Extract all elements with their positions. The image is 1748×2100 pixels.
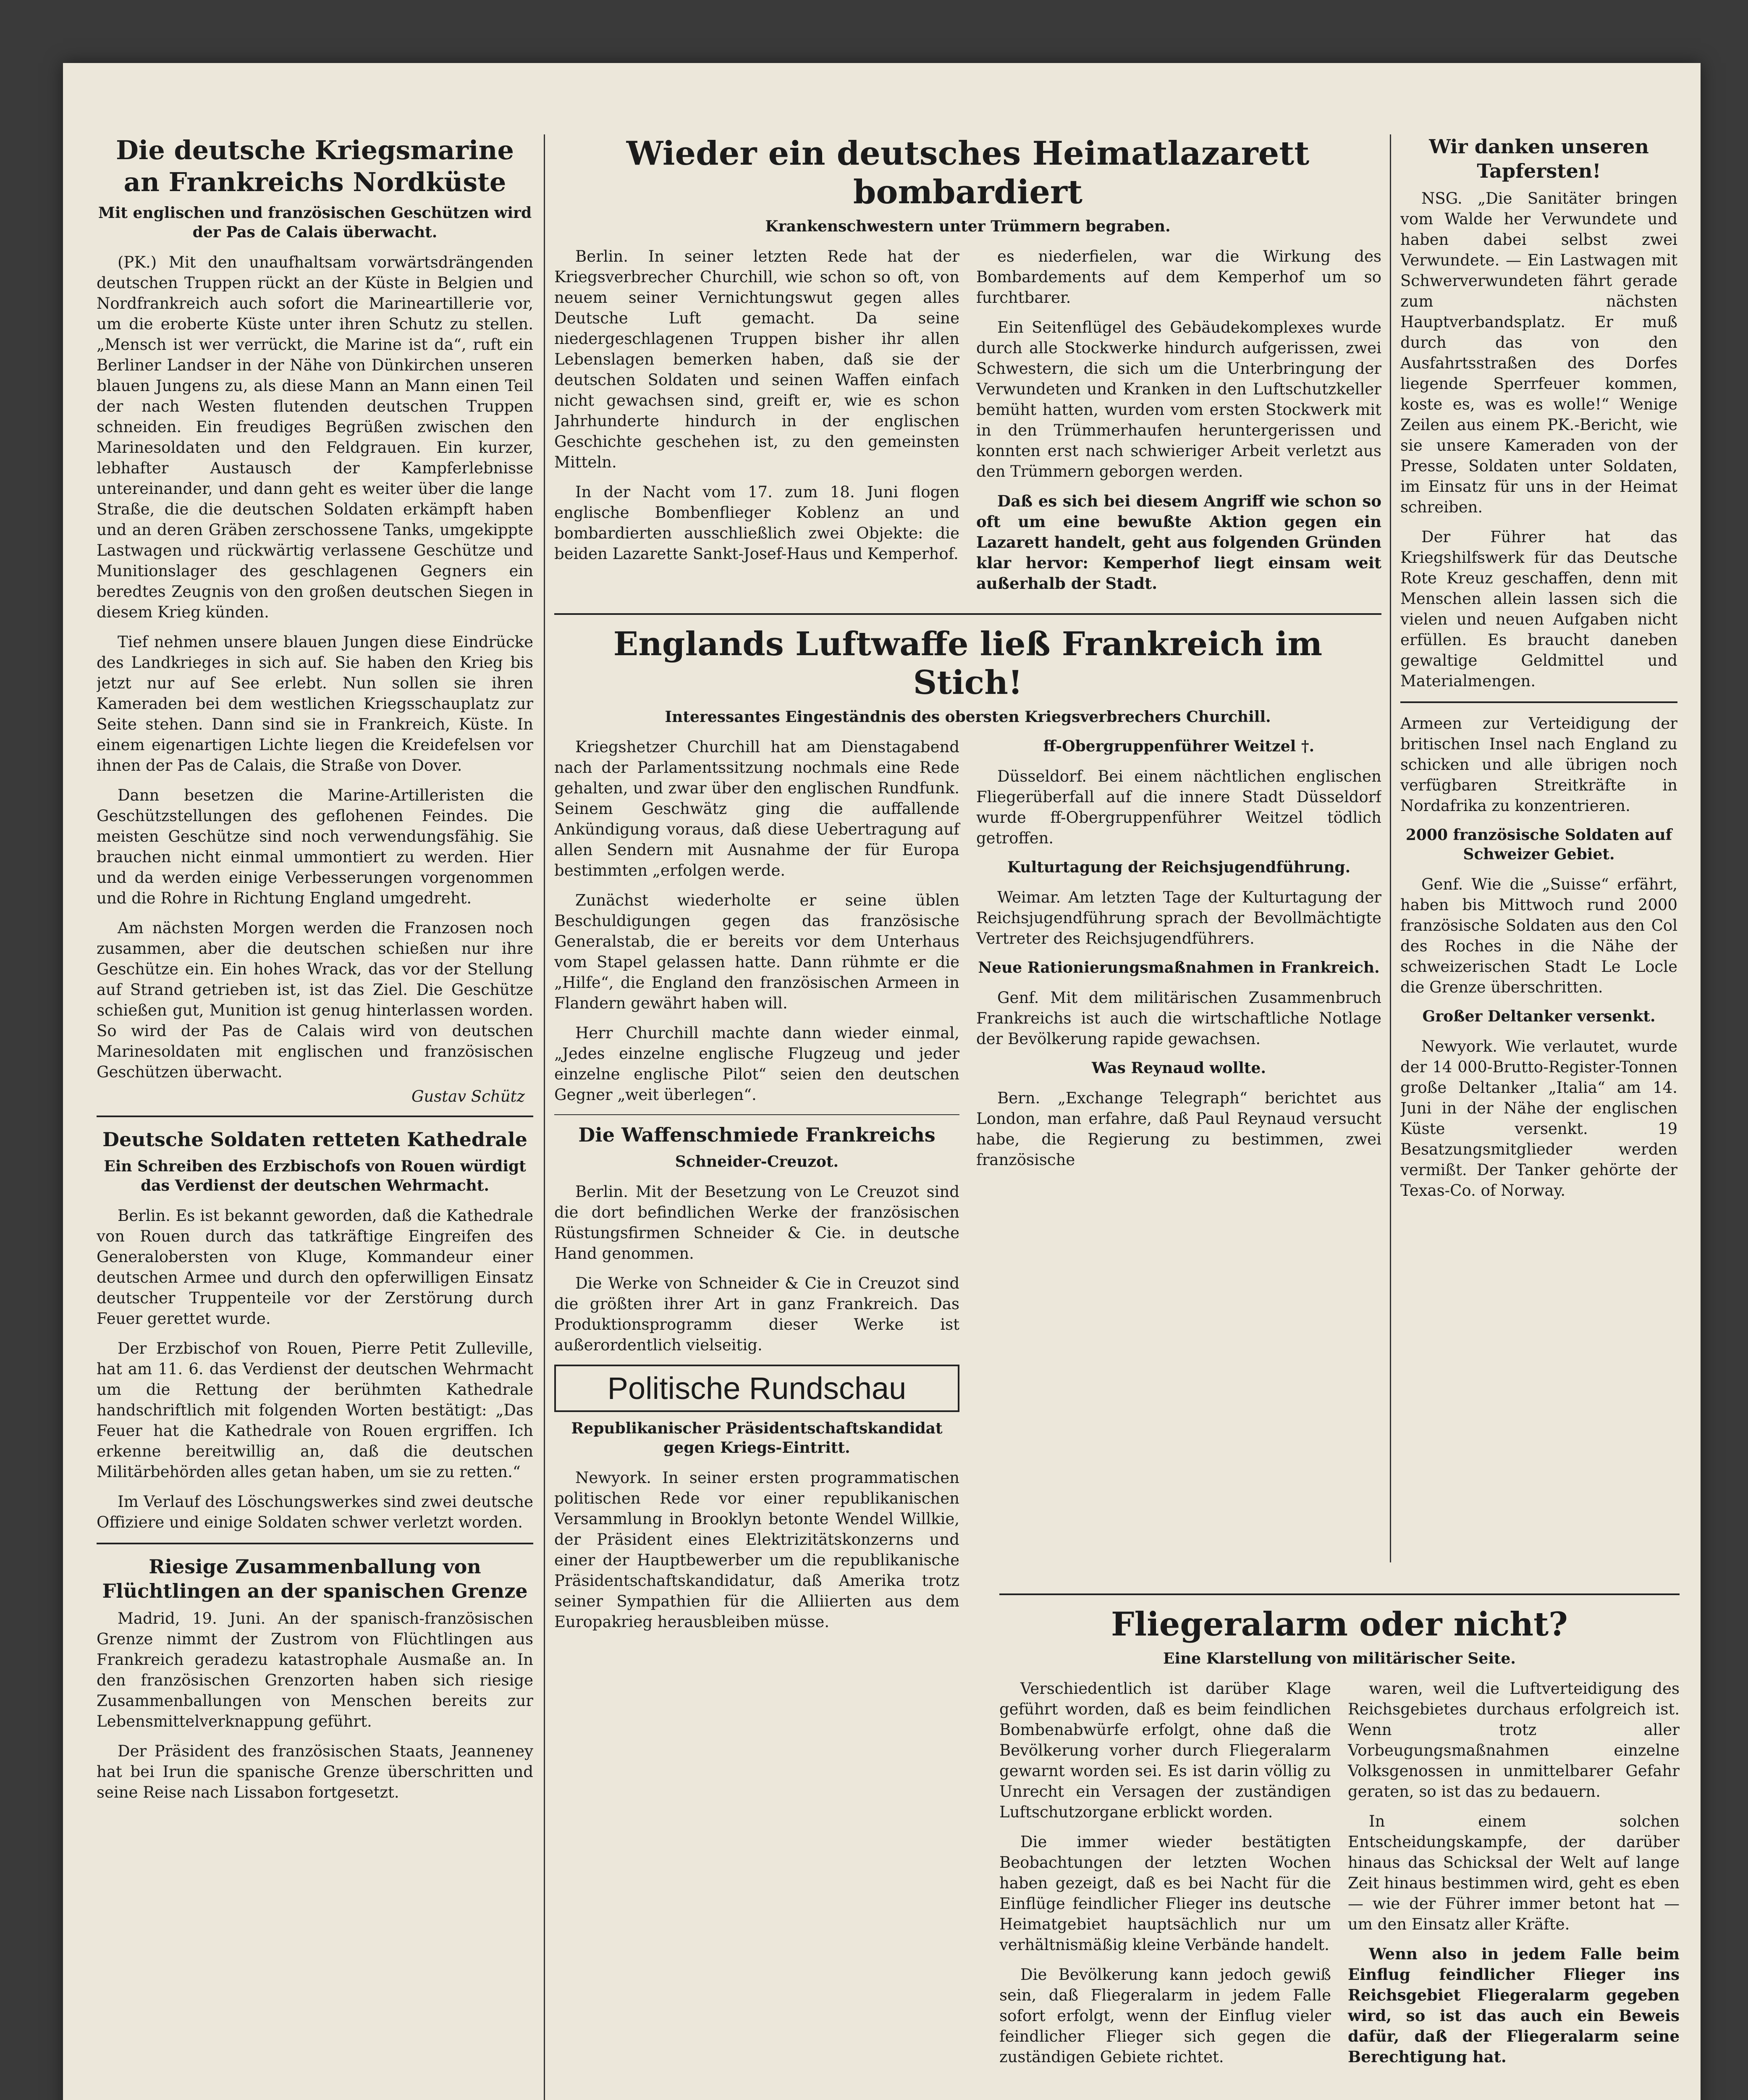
divider: [554, 1114, 959, 1115]
article-paragraph: Berlin. Es ist bekannt geworden, daß die Kathedrale von Rouen durch das tatkräftige Eingreifen des Generalobersten von Kluge, Kommandeur einer deutschen Armee und durch den opferwilligen Einsatz deutscher Truppenteile vor der Zerstörung durch Feuer gerettet wurde.: [97, 1207, 533, 1328]
short-news-title: Großer Deltanker versenkt.: [1422, 1008, 1656, 1025]
short-news-text: Genf. Mit dem militärischen Zusammenbruch Frankreichs ist auch die wirtschaftliche Notlage der Bevölkerung rapide gewachsen.: [976, 989, 1381, 1048]
left-subcolumn: [554, 737, 959, 1641]
article-paragraph: Tief nehmen unsere blauen Jungen diese Eindrücke des Landkrieges in sich auf. Sie haben den Krieg bis jetzt nur auf See erlebt. Nun sollen sie ihren Kameraden bei dem westlichen Kriegsschauplatz zur Seite stehen. Dann sind sie in Frankreich, Küste. In einem eigenartigen Lichte liegen die Kreidefelsen vor ihnen der Pas de Calais, die Straße von Dover.: [97, 633, 533, 774]
two-column-body: [554, 737, 1381, 1641]
divider: [97, 1543, 533, 1544]
article-paragraph: Die Bevölkerung kann jedoch gewiß sein, daß Fliegeralarm in jedem Falle sofort erfolgt, wenn der Einflug vieler feindlicher Flieger sich gegen die zuständigen Gebiete richtet.: [999, 1966, 1331, 2066]
subhead-heimatlazarett: Krankenschwestern unter Trümmern begraben.: [765, 218, 1171, 235]
subhead-waffenschmiede: Schneider-Creuzot.: [675, 1153, 839, 1171]
article-paragraph: es niederfielen, war die Wirkung des Bombardements auf dem Kemperhof um so furchtbarer.: [976, 247, 1381, 307]
article-paragraph: Newyork. In seiner ersten programmatischen politischen Rede vor einer republikanischen Versammlung in Brooklyn betonte Wendel Willkie, der Präsident eines Elektrizitätskonzerns und einer der Hauptbewerber um die republikanische Präsidentschaftskandidatur, daß Amerika trotz seiner Sympathien für die Alliierten aus dem Europakrieg herausbleiben müsse.: [554, 1469, 959, 1631]
article-paragraph: Berlin. In seiner letzten Rede hat der Kriegsverbrecher Churchill, wie schon so oft, von neuem seiner Vernichtungswut gegen alles Deutsche Luft gemacht. Da seine niedergeschlagenen Truppen bisher ihr allen Lebenslagen bemerken haben, daß sie der deutschen Soldaten und seinen Waffen einfach nicht gewachsen sind, greift er, wie es schon Jahrhunderte hindurch in der englischen Geschichte geschehen ist, zu den gemeinsten Mitteln.: [554, 247, 959, 471]
left-subcolumn: [554, 246, 959, 603]
column-rule: [544, 134, 545, 2100]
subhead-fliegeralarm: Eine Klarstellung von militärischer Seite.: [1163, 1650, 1516, 1667]
article-paragraph: Daß es sich bei diesem Angriff wie schon so oft um eine bewußte Aktion gegen ein Lazarett handelt, geht aus folgenden Gründen klar hervor: Kemperhof liegt einsam weit außerhalb der Stadt.: [976, 492, 1381, 593]
article-paragraph: Newyork. Wie verlautet, wurde der 14 000-Brutto-Register-Tonnen große Deltanker „Italia“ am 14. Juni in der Nähe der englischen Küste versenkt. 19 Besatzungsmitglieder werden vermißt. Der Tanker gehörte der Texas-Co. of Norway.: [1400, 1037, 1677, 1200]
left-subcolumn: [999, 1678, 1331, 2076]
headline-kriegsmarine: Die deutsche Kriegsmarine an Frankreichs Nordküste: [116, 135, 514, 197]
right-subcolumn: [976, 246, 1381, 603]
article-paragraph: Dann besetzen die Marine-Artilleristen die Geschützstellungen des geflohenen Feindes. Die meisten Geschütze sind noch verwendungsfähig. Sie brauchen nicht einmal ummontiert zu werden. Hier und da werden einige Verbesserungen vorgenommen und die Rohre in Richtung England umgedreht.: [97, 786, 533, 907]
article-paragraph: Zunächst wiederholte er seine üblen Beschuldigungen gegen das französische Generalstab, die er bereits vor dem Unterhaus vom Stapel gelassen hatte. Dann rühmte er die „Hilfe“, die England den französischen Armeen in Flandern gewährt haben will.: [554, 891, 959, 1012]
divider: [999, 1593, 1680, 1595]
author-signature: Gustav Schütz: [411, 1087, 525, 1105]
article-paragraph: Berlin. Mit der Besetzung von Le Creuzot sind die dort befindlichen Werke der französischen Rüstungsfirmen Schneider & Cie. in deutsche Hand genommen.: [554, 1183, 959, 1263]
right-subcolumn: [976, 737, 1381, 1641]
short-news-title: Kulturtagung der Reichsjugendführung.: [1007, 858, 1351, 876]
article-paragraph: Kriegshetzer Churchill hat am Dienstagabend nach der Parlamentssitzung nochmals eine Rede gehalten, und zwar über den englischen Rundfunk. Seinem Geschwätz ging die auffallende Ankündigung voraus, daß diese Uebertragung auf allen Sendern mit Ausnahme der für Europa bestimmten „erfolgen werde.: [554, 738, 959, 879]
subhead-rundschau: Republikanischer Präsidentschaftskandidat gegen Kriegs-Eintritt.: [571, 1420, 943, 1457]
short-news-title: 2000 französische Soldaten auf Schweizer Gebiet.: [1405, 826, 1672, 863]
subhead-luftwaffe: Interessantes Eingeständnis des obersten Kriegsverbrechers Churchill.: [665, 708, 1271, 726]
article-paragraph: Am nächsten Morgen werden die Franzosen noch zusammen, aber die deutschen schießen nur ihre Geschütze ein. Ein hohes Wrack, das vor der Stellung auf Strand getrieben ist, ist das Ziel. Die Geschütze schießen gut, Munition ist genug hinterlassen worden. So wird der Pas de Calais wird von deutschen Marinesoldaten mit englischen und französischen Geschützen überwacht.: [97, 919, 533, 1081]
section-title-rundschau: Politische Rundschau: [554, 1365, 959, 1412]
column-4: [1400, 134, 1677, 1562]
short-news-title: ff-Obergruppenführer Weitzel †.: [1043, 738, 1315, 755]
article-paragraph: In der Nacht vom 17. zum 18. Juni flogen englische Bombenflieger Koblenz an und bombardierten ausschließlich zwei Objekte: die beiden Lazarette Sankt-Josef-Haus und Kemperhof.: [554, 483, 959, 563]
right-subcolumn: [1348, 1678, 1680, 2076]
short-news-title: Neue Rationierungsmaßnahmen in Frankreich.: [978, 959, 1380, 976]
headline-waffenschmiede: Die Waffenschmiede Frankreichs: [578, 1124, 936, 1146]
headline-kathedrale: Deutsche Soldaten retteten Kathedrale: [102, 1128, 527, 1151]
article-paragraph: Madrid, 19. Juni. An der spanisch-französischen Grenze nimmt der Zustrom von Flüchtlingen aus Frankreich geradezu katastrophale Ausmaße an. In den französischen Grenzorten haben sich riesige Zusammenballungen von Menschen bereits zur Lebensmittelverknappung geführt.: [97, 1609, 533, 1730]
column-1: [97, 134, 533, 2100]
article-paragraph: Die immer wieder bestätigten Beobachtungen der letzten Wochen haben gezeigt, daß es bei Nacht für die Einflüge feindlicher Flieger ins deutsche Heimatgebiet hauptsächlich nur um verhältnismäßig kleine Verbände handelt.: [999, 1833, 1331, 1954]
article-paragraph: Armeen zur Verteidigung der britischen Insel nach England zu schicken und alle übrigen noch verfügbaren Streitkräfte in Nordafrika zu konzentrieren.: [1400, 714, 1677, 815]
column-rule: [1390, 134, 1391, 1562]
divider: [554, 613, 1381, 615]
subhead-kriegsmarine: Mit englischen und französischen Geschützen wird der Pas de Calais überwacht.: [98, 204, 532, 241]
headline-heimatlazarett: Wieder ein deutsches Heimatlazarett bombardiert: [626, 134, 1310, 211]
article-paragraph: Wenn also in jedem Falle beim Einflug feindlicher Flieger ins Reichsgebiet Fliegeralarm gegeben wird, so ist das auch ein Beweis dafür, daß der Fliegeralarm seine Berechtigung hat.: [1348, 1945, 1680, 2066]
headline-fluechtlinge: Riesige Zusammenballung von Flüchtlingen an der spanischen Grenze: [102, 1555, 528, 1602]
headline-luftwaffe: Englands Luftwaffe ließ Frankreich im Stich!: [613, 625, 1323, 702]
article-paragraph: Genf. Wie die „Suisse“ erfährt, haben bis Mittwoch rund 2000 französische Soldaten aus den Col des Roches in die Nähe der schweizerischen Stadt Le Locle die Grenze überschritten.: [1400, 875, 1677, 996]
article-paragraph: Im Verlauf des Löschungswerkes sind zwei deutsche Offiziere und einige Soldaten schwer verletzt worden.: [97, 1493, 533, 1531]
short-news-title: Was Reynaud wollte.: [1092, 1059, 1266, 1077]
article-paragraph: Verschiedentlich ist darüber Klage geführt worden, daß es beim feindlichen Bombenabwürfe erfolgt, ohne daß die Bevölkerung vorher durch Fliegeralarm gewarnt worden sei. Es ist darin völlig zu Unrecht ein Versagen der zuständigen Luftschutzorgane erblickt worden.: [999, 1680, 1331, 1821]
article-paragraph: Der Führer hat das Kriegshilfswerk für das Deutsche Rote Kreuz geschaffen, denn mit Menschen allein lassen sich die vielen und neuen Aufgaben nicht erfüllen. Es braucht daneben gewaltige Geldmittel und Materialmengen.: [1400, 528, 1677, 690]
article-paragraph: waren, weil die Luftverteidigung des Reichsgebietes durchaus erfolgreich ist. Wenn trotz aller Vorbeugungsmaßnahmen einzelne Volksgenossen in unmittelbarer Gefahr geraten, so ist das zu bedauern.: [1348, 1680, 1680, 1801]
article-paragraph: Herr Churchill machte dann wieder einmal, „Jedes einzelne englische Flugzeug und jeder einzelne englische Pilot“ seien den deutschen Gegner „weit überlegen“.: [554, 1024, 959, 1104]
article-paragraph: Ein Seitenflügel des Gebäudekomplexes wurde durch alle Stockwerke hindurch aufgerissen, zwei Schwestern, die sich um die Unterbringung der Verwundeten und Kranken in den Luftschutzkeller bemüht hatten, wurden vom ersten Stockwerk mit in den Trümmerhaufen heruntergerissen und konnten erst nach schwieriger Arbeit verletzt aus den Trümmern geborgen werden.: [976, 318, 1381, 480]
short-news-text: Düsseldorf. Bei einem nächtlichen englischen Fliegerüberfall auf die innere Stadt Düsseldorf wurde ff-Obergruppenführer Weitzel tödlich getroffen.: [976, 767, 1381, 847]
two-column-body: [999, 1678, 1680, 2076]
divider: [97, 1116, 533, 1117]
headline-fliegeralarm: Fliegeralarm oder nicht?: [1111, 1605, 1568, 1643]
headline-tapfersten: Wir danken unseren Tapfersten!: [1429, 135, 1649, 182]
short-news-text: Weimar. Am letzten Tage der Kulturtagung der Reichsjugendführung sprach der Bevollmächtigte Vertreter des Reichsjugendführers.: [976, 888, 1381, 948]
newspaper-page: [63, 63, 1701, 2100]
article-paragraph: Der Erzbischof von Rouen, Pierre Petit Zulleville, hat am 11. 6. das Verdienst der deutschen Wehrmacht um die Rettung der berühmten Kathedrale handschriftlich mit folgenden Worten bestätigt: „Das Feuer hat die Kathedrale von Rouen ergriffen. Ich erkenne bereitwillig an, daß die deutschen Militärbehörden alles getan haben, um sie zu retten.“: [97, 1339, 533, 1481]
article-paragraph: Der Präsident des französischen Staats, Jeanneney hat bei Irun die spanische Grenze überschritten und seine Reise nach Lissabon fortgesetzt.: [97, 1742, 533, 1801]
two-column-body: [554, 246, 1381, 603]
article-paragraph: Die Werke von Schneider & Cie in Creuzot sind die größten ihrer Art in ganz Frankreich. Das Produktionsprogramm dieser Werke ist außerordentlich vielseitig.: [554, 1274, 959, 1354]
article-paragraph: (PK.) Mit den unaufhaltsam vorwärtsdrängenden deutschen Truppen rückt an der Küste in Belgien und Nordfrankreich auch sofort die Marineartillerie vor, um die eroberte Küste unter ihren Schutz zu stellen. „Mensch ist wer verrückt, die Marine ist da“, ruft ein Berliner Landser in der Nähe von Dünkirchen unseren blauen Jungens zu, als diese Mann an Mann einen Teil der nach Westen flutenden deutschen Truppen schneiden. Ein freudiges Begrüßen zwischen den Marinesoldaten und den Feldgrauen. Ein kurzer, lebhafter Austausch der Kampferlebnisse untereinander, und dann geht es weiter über die lange Straße, die die deutschen Soldaten erkämpft haben und an deren Gräben zerschossene Tanks, umgekippte Lastwagen und rückwärtig verlassene Geschütze und Munitionslager des geschlagenen Gegners ein beredtes Zeugnis von den großen deutschen Siegen in diesem Krieg künden.: [97, 253, 533, 621]
article-paragraph: NSG. „Die Sanitäter bringen vom Walde her Verwundete und haben dabei selbst zwei Verwundete. — Ein Lastwagen mit Schwerverwundeten fährt gerade zum nächsten Hauptverbandsplatz. Er muß durch das von den Ausfahrtsstraßen des Dorfes liegende Sperrfeuer kommen, koste es, was es wolle!“ Wenige Zeilen aus einem PK.-Bericht, wie sie unsere Kameraden von der Presse, Soldaten unter Soldaten, im Einsatz für uns in der Heimat schreiben.: [1400, 189, 1677, 516]
short-news-text: Bern. „Exchange Telegraph“ berichtet aus London, man erfahre, daß Paul Reynaud versucht habe, die Regierung zu bestimmen, zwei französische: [976, 1089, 1381, 1169]
fliegeralarm-article: [999, 1583, 1680, 2100]
divider: [1400, 701, 1677, 703]
subhead-kathedrale: Ein Schreiben des Erzbischofs von Rouen würdigt das Verdienst der deutschen Wehrmacht.: [104, 1158, 526, 1194]
article-paragraph: In einem solchen Entscheidungskampfe, der darüber hinaus das Schicksal der Welt auf lange Zeit hinaus bestimmen wird, geht es eben — wie der Führer immer betont hat — um den Einsatz aller Kräfte.: [1348, 1812, 1680, 1933]
